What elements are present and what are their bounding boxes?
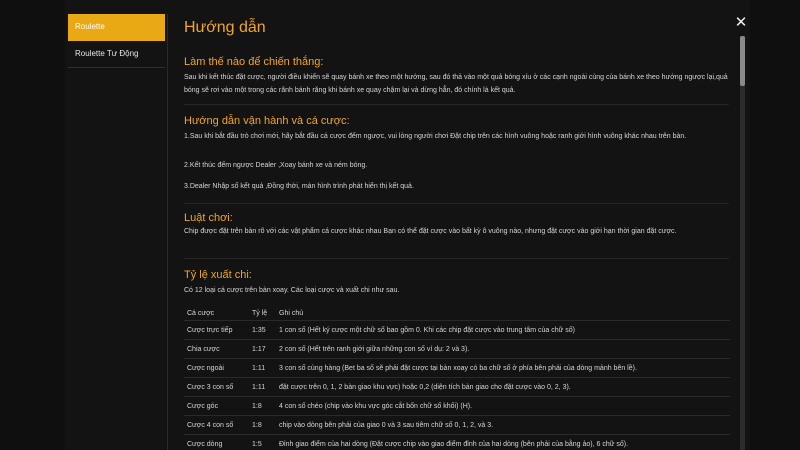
- divider: [184, 258, 729, 259]
- page-title: Hướng dẫn: [184, 19, 266, 36]
- payout-intro: Có 12 loại cá cược trên bàn xoay. Các loại cược và xuất chi như sau.: [184, 287, 400, 294]
- cell-notes: chip vào dòng bên phải của giao 0 và 3 sau tiêm chữ số 0, 1, 2, và 3.: [276, 416, 730, 435]
- guide-content: [184, 0, 732, 450]
- table-row: [184, 378, 730, 397]
- table-row: [184, 340, 730, 359]
- operation-step-3: 3.Dealer Nhập số kết quả ,Đồng thời, màn hình trình phát hiển thị kết quả.: [184, 183, 414, 190]
- cell-bet: Chia cược: [184, 340, 249, 359]
- how-to-win-text: Sau khi kết thúc đặt cược, người điều khiển sẽ quay bánh xe theo một hướng, sau đó thả vào một quả bóng xíu ở các cạnh ngoài cùng của bánh xe theo hướng ngược lại,quả bóng sẽ rơi vào một trong các rãnh bánh răng khi bánh xe quay chậm lại và dừng hẳn, đó chính là kết quả.: [184, 74, 728, 94]
- table-row: [184, 397, 730, 416]
- column-header-notes: Ghi chú: [276, 306, 730, 321]
- scrollbar-thumb[interactable]: [740, 36, 745, 86]
- section-heading-rules: Luật chơi:: [184, 212, 233, 224]
- operation-step-2: 2.Kết thúc đếm ngược Dealer ,Xoay bánh xe và ném bóng.: [184, 162, 368, 169]
- cell-odds: 1:11: [249, 378, 276, 397]
- sidebar-item-roulette[interactable]: Roulette: [68, 14, 165, 41]
- cell-notes: 4 con số chéo (chip vào khu vực góc cắt bốn chữ số khối) (H).: [276, 397, 730, 416]
- cell-bet: Cược dòng: [184, 435, 249, 450]
- section-heading-payout: Tỷ lệ xuất chi:: [184, 269, 252, 281]
- column-header-bet: Cá cược: [184, 306, 249, 321]
- divider: [184, 104, 729, 105]
- table-row: [184, 359, 730, 378]
- sidebar-item-roulette-auto[interactable]: Roulette Tư Động: [68, 41, 165, 68]
- sidebar-divider: [167, 14, 168, 450]
- cell-odds: 1:17: [249, 340, 276, 359]
- table-row: [184, 435, 730, 450]
- table-row: [184, 416, 730, 435]
- cell-odds: 1:5: [249, 435, 276, 450]
- operation-step-1: 1.Sau khi bắt đầu trò chơi mới, hãy bắt đầu cá cược đếm ngược, vui lòng người chơi Đặt chip trên các hình vuông hoặc ranh giới hình vuông khác nhau trên bàn.: [184, 133, 687, 140]
- table-header-row: [184, 306, 730, 321]
- cell-bet: Cược 3 con số: [184, 378, 249, 397]
- cell-notes: đặt cược trên 0, 1, 2 bàn giao khu vực) hoặc 0,2 (diện tích bàn giao cho đặt cược vào 0, 2, 3).: [276, 378, 730, 397]
- close-icon[interactable]: ✕: [734, 14, 748, 31]
- scrollbar[interactable]: [740, 36, 745, 450]
- cell-bet: Cược trực tiếp: [184, 321, 249, 340]
- section-heading-how-to-win: Làm thế nào để chiến thắng:: [184, 56, 324, 68]
- section-heading-operation: Hướng dẫn vận hành và cá cược:: [184, 115, 350, 127]
- cell-odds: 1:8: [249, 416, 276, 435]
- cell-bet: Cược góc: [184, 397, 249, 416]
- payout-table: [184, 306, 730, 450]
- table-row: [184, 321, 730, 340]
- cell-notes: 1 con số (Hết ký cược một chữ số bao gồm 0. Khi các chip đặt cược vào trung tâm của chữ số): [276, 321, 730, 340]
- cell-notes: 3 con số cùng hàng (Bet ba số sẽ phải đặt cược tại bàn xoay có ba chữ số ở phía bên phải của dòng mảnh bên lề).: [276, 359, 730, 378]
- cell-odds: 1:8: [249, 397, 276, 416]
- rules-text: Chip được đặt trên bàn rõ với các vật phẩm cá cược khác nhau Bạn có thể đặt cược vào bất kỳ ô vuông nào, nhưng đặt cược vào giới hạn thời gian đặt cược.: [184, 228, 677, 235]
- sidebar: [68, 14, 165, 450]
- cell-bet: Cược 4 con số: [184, 416, 249, 435]
- column-header-odds: Tỷ lệ: [249, 306, 276, 321]
- cell-notes: 2 con số (Hết trên ranh giới giữa những con số ví dụ: 2 và 3).: [276, 340, 730, 359]
- cell-notes: Đỉnh giao điểm của hai dòng (Đặt cược chip vào giao điểm đỉnh của hai dòng (bên phải của bằng ảo), 6 chữ số).: [276, 435, 730, 450]
- cell-bet: Cược ngoài: [184, 359, 249, 378]
- divider: [184, 203, 729, 204]
- cell-odds: 1:11: [249, 359, 276, 378]
- cell-odds: 1:35: [249, 321, 276, 340]
